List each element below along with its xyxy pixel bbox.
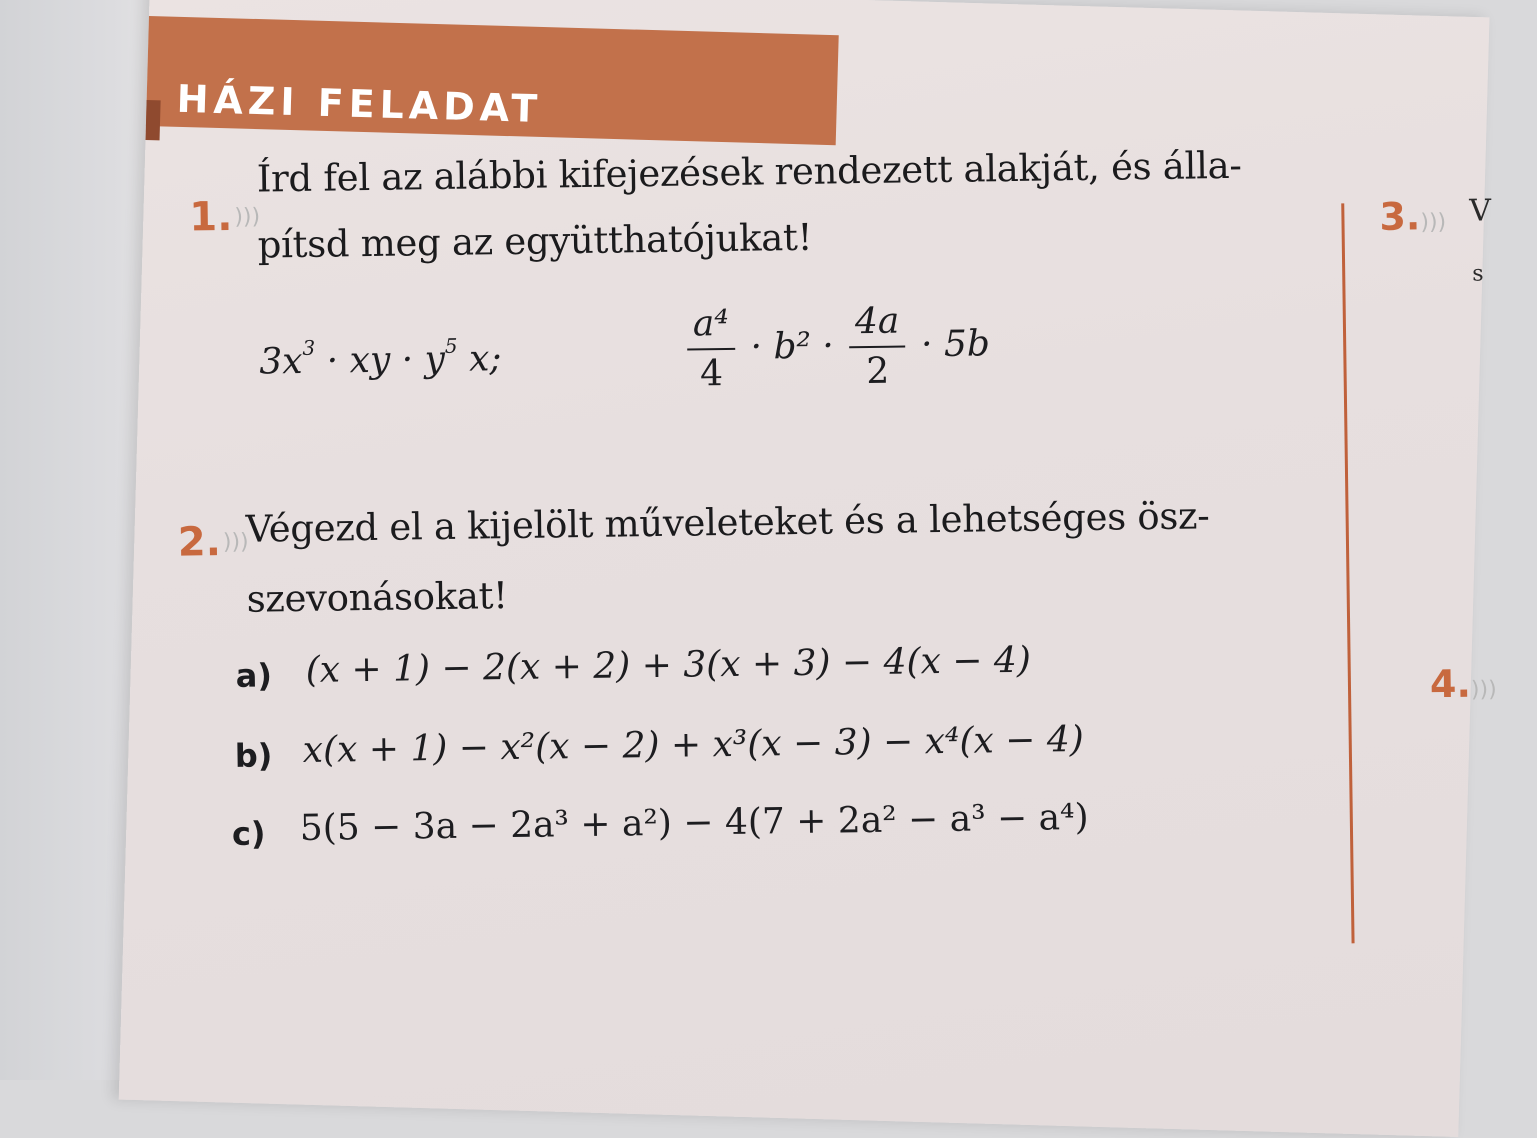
audio-waves-icon: ))): [1470, 677, 1497, 703]
banner-title: HÁZI FELADAT: [176, 76, 543, 131]
fraction-1-denominator: 4: [699, 353, 724, 395]
task-4-number: [1430, 661, 1497, 706]
task-1-line-2: pítsd meg az együtthatójukat!: [257, 215, 813, 267]
task-1-number-text: 1.: [188, 193, 233, 241]
item-b-expression: x(x + 1) − x²(x − 2) + x³(x − 3) − x⁴(x − 4): [302, 719, 1085, 771]
task-2-line-1: Végezd el a kijelölt műveleteket és a lehetséges ösz-: [245, 494, 1210, 551]
task-1-expression-2: [683, 298, 991, 398]
task-2-number: [178, 519, 249, 566]
fraction-2-numerator: 4a: [849, 299, 906, 348]
expr1-exp-2: 5: [444, 333, 458, 358]
fraction-2-denominator: 2: [866, 350, 890, 393]
item-a-label: a): [235, 656, 273, 695]
expr2-end: · 5b: [920, 323, 991, 366]
fraction-1-numerator: a⁴: [687, 302, 736, 351]
task-2-line-2: szevonásokat!: [246, 574, 508, 621]
audio-waves-icon: ))): [1420, 209, 1447, 236]
page-content: [150, 0, 1506, 1100]
expr1-exp-1: 3: [302, 335, 316, 360]
task-3-number: [1379, 194, 1446, 239]
expr1-part-c: x;: [457, 338, 502, 380]
audio-waves-icon: ))): [222, 529, 249, 556]
fraction-1: [687, 302, 736, 399]
fraction-2: [849, 299, 907, 396]
textbook-page: [119, 0, 1497, 1137]
task-2-number-text: 2.: [177, 519, 222, 566]
task-3-text-fragment-2: s: [1472, 261, 1484, 287]
task-1-expression-1: [259, 333, 502, 382]
task-4-number-text: 4.: [1429, 661, 1472, 707]
item-c-expression: 5(5 − 3a − 2a³ + a²) − 4(7 + 2a² − a³ − a⁴): [299, 796, 1089, 849]
expr1-part-b: · xy · y: [315, 338, 446, 382]
task-1-number: [189, 193, 260, 240]
item-a-expression: (x + 1) − 2(x + 2) + 3(x + 3) − 4(x − 4): [305, 639, 1032, 691]
column-divider: [1341, 203, 1354, 943]
task-1-line-1: Írd fel az alábbi kifejezések rendezett alakját, és álla-: [256, 143, 1242, 201]
audio-waves-icon: ))): [234, 204, 261, 230]
task-3-text-fragment: V: [1469, 193, 1492, 229]
expr1-part-a: 3x: [259, 340, 303, 383]
task-3-number-text: 3.: [1379, 194, 1421, 239]
item-c-label: c): [231, 814, 266, 853]
item-b-label: b): [234, 736, 273, 775]
expr2-middle: · b² ·: [750, 325, 835, 368]
